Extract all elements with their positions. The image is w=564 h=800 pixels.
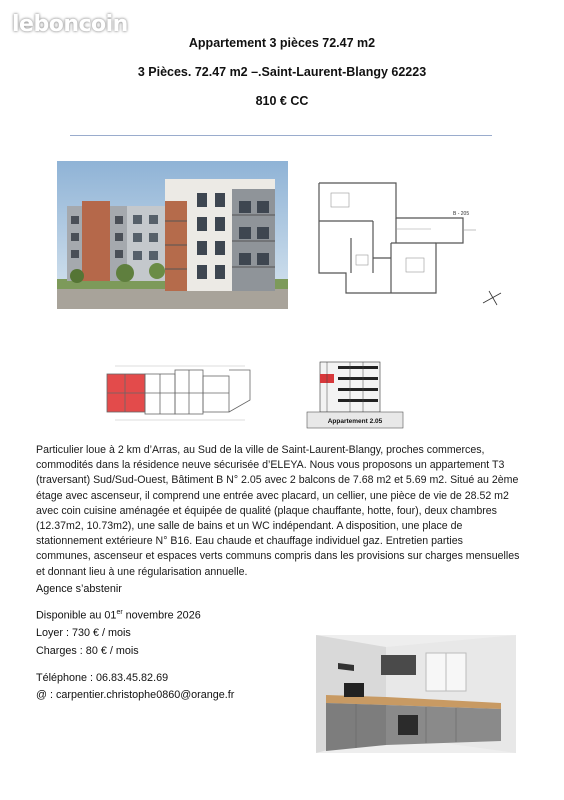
leboncoin-watermark: leboncoin xyxy=(12,12,128,37)
floor-plan xyxy=(311,163,511,311)
floor-plan-label: B - 205 xyxy=(453,211,470,217)
agency-note: Agence s’abstenir xyxy=(36,583,122,595)
site-plan xyxy=(105,360,255,428)
email: @ : carpentier.christophe0860@orange.fr xyxy=(36,689,235,701)
listing-header xyxy=(0,34,564,121)
listing-title: Appartement 3 pièces 72.47 m2 xyxy=(188,36,376,50)
elevation-caption: Appartement 2.05 xyxy=(327,418,383,425)
rent: Loyer : 730 € / mois xyxy=(36,627,131,640)
availability-prefix: Disponible au 01 xyxy=(36,609,117,622)
listing-description: Particulier loue à 2 km d’Arras, au Sud de la ville de Saint-Laurent-Blangy, proches commerces, commodités dans la résidence neuve sécurisée d’ELEYA. Nous vous proposons un appartement T3 (traversant) Sud/Sud-Ouest, Bâtiment B N° 2.05 avec 2 balcons de 7.68 m2 et 5.69 m2. Situé au 2ème étage avec ascenseur, il comprend une entrée avec placard, un cellier, une pièce de vie de 28.52 m2 avec coin cuisine aménagée et équipée de qualité (plaque chauffante, hotte, four), deux chambres (12.37m2, 10.73m2), une salle de bains et un WC indépendant. A disposition, une place de stationnement extérieure N° B16. Eau chaude et chauffage individuel gaz. Entretien parties communes, ascenseur et espaces verts communs compris dans les provisions sur charges mensuelles et donnant lieu à une régularisation annuelle. xyxy=(36,444,520,578)
charges: Charges : 80 € / mois xyxy=(36,644,139,657)
phone: Téléphone : 06.83.45.82.69 xyxy=(36,672,169,684)
header-divider xyxy=(70,135,492,136)
listing-facts xyxy=(36,604,201,660)
building-photo xyxy=(57,161,288,309)
availability-suffix: novembre 2026 xyxy=(122,609,201,622)
listing-price: 810 € CC xyxy=(255,94,309,108)
contact-info xyxy=(36,670,234,704)
building-elevation xyxy=(305,352,405,430)
listing-subtitle: 3 Pièces. 72.47 m2 –.Saint-Laurent-Blangy 62223 xyxy=(137,65,427,79)
kitchen-photo xyxy=(316,635,516,753)
availability-sup: er xyxy=(116,609,123,616)
availability xyxy=(36,604,201,625)
